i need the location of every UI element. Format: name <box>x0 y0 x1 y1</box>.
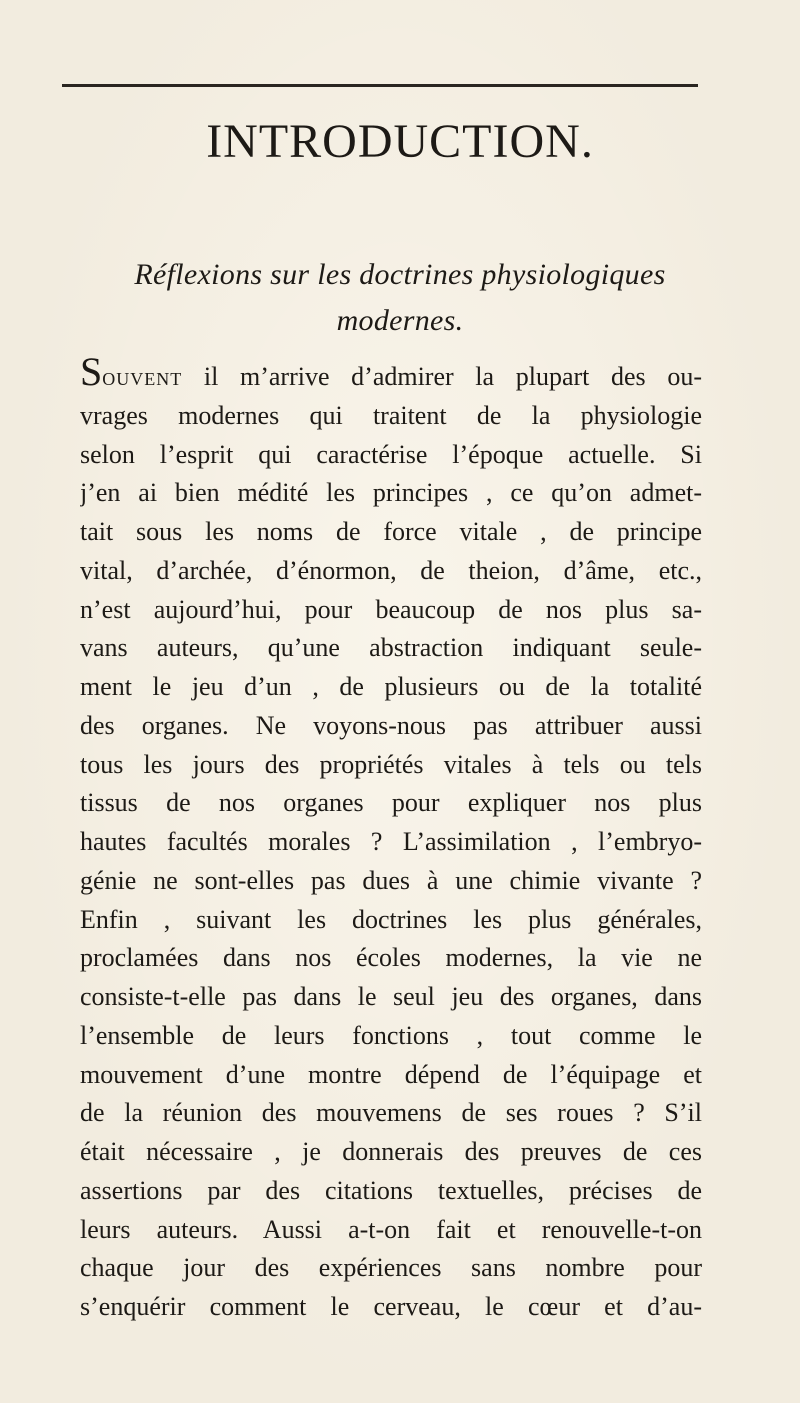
text-line-8: vans auteurs, qu’une abstraction indiquant seule- <box>80 633 702 663</box>
text-line-10: des organes. Ne voyons-nous pas attribuer aussi <box>80 710 702 740</box>
text-line-4: j’en ai bien médité les principes , ce qu’on admet- <box>80 478 702 508</box>
text-line-23: leurs auteurs. Aussi a-t-on fait et renouvelle-t-on <box>80 1214 702 1244</box>
text-line-12: tissus de nos organes pour expliquer nos plus <box>80 788 702 818</box>
text-line-11: tous les jours des propriétés vitales à tels ou tels <box>80 749 702 779</box>
text-line-5: tait sous les noms de force vitale , de principe <box>80 517 702 546</box>
text-line-15: Enfin , suivant les doctrines les plus générales, <box>80 904 702 934</box>
text-line-24: chaque jour des expériences sans nombre pour <box>80 1253 702 1283</box>
text-line-17: consiste-t-elle pas dans le seul jeu des organes, dans <box>80 982 702 1011</box>
text-line-2: vrages modernes qui traitent de la physiologie <box>80 400 702 430</box>
text-line-25: s’enquérir comment le cerveau, le cœur et d’au- <box>80 1292 702 1321</box>
text-line-19: mouvement d’une montre dépend de l’équipage et <box>80 1059 702 1089</box>
body-paragraph <box>80 358 702 1327</box>
text-line-3: selon l’esprit qui caractérise l’époque actuelle. Si <box>80 439 702 469</box>
subtitle-line-2: modernes. <box>336 304 464 337</box>
text-line-16: proclamées dans nos écoles modernes, la vie ne <box>80 943 702 973</box>
text-line-22: assertions par des citations textuelles, précises de <box>80 1175 702 1205</box>
text-line-6: vital, d’archée, d’énormon, de theion, d’âme, etc., <box>80 555 702 585</box>
text-line-1: Souvent il m’arrive d’admirer la plupart des ou- <box>80 358 702 397</box>
text-line-18: l’ensemble de leurs fonctions , tout comme le <box>80 1020 702 1050</box>
text-line-14: génie ne sont-elles pas dues à une chimie vivante ? <box>80 865 702 895</box>
text-line-7: n’est aujourd’hui, pour beaucoup de nos plus sa- <box>80 594 702 624</box>
chapter-subtitle <box>60 252 740 344</box>
text-line-21: était nécessaire , je donnerais des preuves de ces <box>80 1137 702 1166</box>
first-word-smallcaps: ouvent <box>102 362 183 391</box>
text-line-13: hautes facultés morales ? L’assimilation , l’embryo- <box>80 827 702 856</box>
text-line-20: de la réunion des mouvemens de ses roues ? S’il <box>80 1098 702 1128</box>
header-rule <box>62 84 698 87</box>
text-line-9: ment le jeu d’un , de plusieurs ou de la totalité <box>80 672 702 701</box>
chapter-title: INTRODUCTION. <box>206 115 594 168</box>
subtitle-line-1: Réflexions sur les doctrines physiologiques <box>134 258 666 291</box>
drop-initial: S <box>80 358 103 394</box>
